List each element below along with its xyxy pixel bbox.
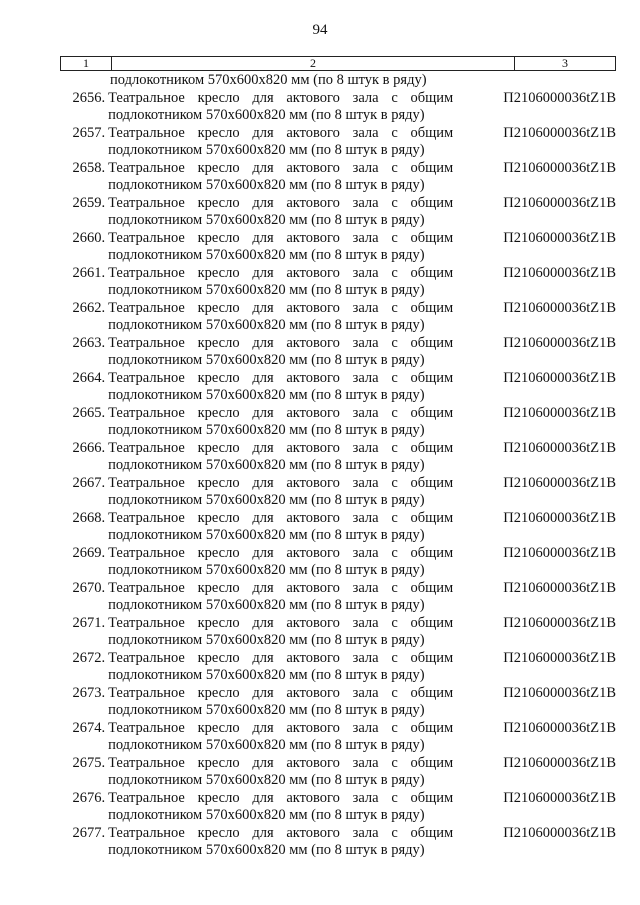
- row-number: 2661.: [72, 264, 106, 281]
- description-line-2: подлокотником 570х600х820 мм (по 8 штук в ряду): [108, 807, 425, 823]
- description-line-1: Театральное кресло для актового зала с общим: [108, 124, 454, 141]
- row-code: П2106000036tZ1B: [503, 124, 616, 141]
- description-line-2: подлокотником 570х600х820 мм (по 8 штук в ряду): [108, 422, 425, 438]
- table-row: [60, 685, 616, 720]
- row-description: [108, 265, 453, 300]
- description-line-1: Театральное кресло для актового зала с общим: [108, 159, 454, 176]
- row-number: 2676.: [72, 789, 106, 806]
- column-header-3: 3: [562, 56, 568, 70]
- row-number: 2669.: [72, 544, 106, 561]
- table-row: [60, 370, 616, 405]
- description-line-2: подлокотником 570х600х820 мм (по 8 штук в ряду): [108, 212, 425, 228]
- description-line-1: Театральное кресло для актового зала с общим: [108, 544, 454, 561]
- row-number: 2664.: [72, 369, 106, 386]
- row-code: П2106000036tZ1B: [503, 264, 616, 281]
- row-code: П2106000036tZ1B: [503, 824, 616, 841]
- description-line-1: Театральное кресло для актового зала с общим: [108, 649, 454, 666]
- row-number: 2675.: [72, 754, 106, 771]
- row-code: П2106000036tZ1B: [503, 404, 616, 421]
- row-code: П2106000036tZ1B: [503, 614, 616, 631]
- description-line-2: подлокотником 570х600х820 мм (по 8 штук в ряду): [108, 772, 425, 788]
- row-number: 2673.: [72, 684, 106, 701]
- continued-description: подлокотником 570х600х820 мм (по 8 штук в ряду): [110, 72, 427, 88]
- description-line-1: Театральное кресло для актового зала с общим: [108, 509, 454, 526]
- row-description: [108, 545, 453, 580]
- description-line-1: Театральное кресло для актового зала с общим: [108, 614, 454, 631]
- description-line-1: Театральное кресло для актового зала с общим: [108, 369, 454, 386]
- description-line-2: подлокотником 570х600х820 мм (по 8 штук в ряду): [108, 632, 425, 648]
- description-line-2: подлокотником 570х600х820 мм (по 8 штук в ряду): [108, 177, 425, 193]
- description-line-1: Театральное кресло для актового зала с общим: [108, 299, 454, 316]
- row-number: 2672.: [72, 649, 106, 666]
- row-number: 2663.: [72, 334, 106, 351]
- description-line-1: Театральное кресло для актового зала с общим: [108, 404, 454, 421]
- description-line-1: Театральное кресло для актового зала с общим: [108, 754, 454, 771]
- row-number: 2660.: [72, 229, 106, 246]
- description-line-2: подлокотником 570х600х820 мм (по 8 штук в ряду): [108, 597, 425, 613]
- row-description: [108, 370, 453, 405]
- table-row: [60, 650, 616, 685]
- description-line-1: Театральное кресло для актового зала с общим: [108, 684, 454, 701]
- description-line-1: Театральное кресло для актового зала с общим: [108, 264, 454, 281]
- table-row: [60, 790, 616, 825]
- description-line-1: Театральное кресло для актового зала с общим: [108, 334, 454, 351]
- description-line-2: подлокотником 570х600х820 мм (по 8 штук в ряду): [108, 457, 425, 473]
- description-line-1: Театральное кресло для актового зала с общим: [108, 824, 454, 841]
- description-line-2: подлокотником 570х600х820 мм (по 8 штук в ряду): [108, 142, 425, 158]
- row-description: [108, 510, 453, 545]
- description-line-1: Театральное кресло для актового зала с общим: [108, 474, 454, 491]
- row-number: 2657.: [72, 124, 106, 141]
- row-number: 2668.: [72, 509, 106, 526]
- table-row: [60, 160, 616, 195]
- row-description: [108, 790, 453, 825]
- description-line-1: Театральное кресло для актового зала с общим: [108, 789, 454, 806]
- row-description: [108, 300, 453, 335]
- description-line-1: Театральное кресло для актового зала с общим: [108, 579, 454, 596]
- row-description: [108, 755, 453, 790]
- description-line-2: подлокотником 570х600х820 мм (по 8 штук в ряду): [108, 492, 425, 508]
- row-number: 2677.: [72, 824, 106, 841]
- column-header-2: 2: [112, 57, 515, 70]
- row-code: П2106000036tZ1B: [503, 719, 616, 736]
- row-code: П2106000036tZ1B: [503, 194, 616, 211]
- row-description: [108, 650, 453, 685]
- description-line-1: Театральное кресло для актового зала с общим: [108, 439, 454, 456]
- table-row: [60, 265, 616, 300]
- row-description: [108, 475, 453, 510]
- row-description: [108, 230, 453, 265]
- table-row: [60, 615, 616, 650]
- row-code: П2106000036tZ1B: [503, 159, 616, 176]
- row-code: П2106000036tZ1B: [503, 789, 616, 806]
- row-code: П2106000036tZ1B: [503, 439, 616, 456]
- row-description: [108, 615, 453, 650]
- row-code: П2106000036tZ1B: [503, 229, 616, 246]
- row-description: [108, 720, 453, 755]
- description-line-2: подлокотником 570х600х820 мм (по 8 штук в ряду): [108, 737, 425, 753]
- row-description: [108, 440, 453, 475]
- row-code: П2106000036tZ1B: [503, 754, 616, 771]
- description-line-2: подлокотником 570х600х820 мм (по 8 штук в ряду): [108, 387, 425, 403]
- row-description: [108, 580, 453, 615]
- row-number: 2656.: [72, 89, 106, 106]
- table-row: [60, 405, 616, 440]
- row-number: 2674.: [72, 719, 106, 736]
- row-number: 2666.: [72, 439, 106, 456]
- row-description: [108, 125, 453, 160]
- description-line-2: подлокотником 570х600х820 мм (по 8 штук в ряду): [108, 562, 425, 578]
- table-row: [60, 90, 616, 125]
- table-body: [60, 72, 616, 860]
- description-line-2: подлокотником 570х600х820 мм (по 8 штук в ряду): [108, 107, 425, 123]
- row-description: [108, 160, 453, 195]
- row-description: [108, 90, 453, 125]
- description-line-2: подлокотником 570х600х820 мм (по 8 штук в ряду): [108, 317, 425, 333]
- row-description: [108, 685, 453, 720]
- row-code: П2106000036tZ1B: [503, 299, 616, 316]
- description-line-2: подлокотником 570х600х820 мм (по 8 штук в ряду): [108, 842, 425, 858]
- table-row: [60, 580, 616, 615]
- table-row: [60, 300, 616, 335]
- row-number: 2665.: [72, 404, 106, 421]
- row-code: П2106000036tZ1B: [503, 474, 616, 491]
- description-line-2: подлокотником 570х600х820 мм (по 8 штук в ряду): [108, 352, 425, 368]
- row-code: П2106000036tZ1B: [503, 89, 616, 106]
- row-code: П2106000036tZ1B: [503, 509, 616, 526]
- table-row: [60, 545, 616, 580]
- table-row: [60, 230, 616, 265]
- table-row: [60, 825, 616, 860]
- row-code: П2106000036tZ1B: [503, 544, 616, 561]
- table-row: [60, 510, 616, 545]
- row-code: П2106000036tZ1B: [503, 369, 616, 386]
- row-description: [108, 405, 453, 440]
- row-number: 2659.: [72, 194, 106, 211]
- description-line-2: подлокотником 570х600х820 мм (по 8 штук в ряду): [108, 667, 425, 683]
- table-row: [60, 440, 616, 475]
- description-line-2: подлокотником 570х600х820 мм (по 8 штук в ряду): [108, 282, 425, 298]
- row-description: [108, 195, 453, 230]
- description-line-1: Театральное кресло для актового зала с общим: [108, 719, 454, 736]
- row-code: П2106000036tZ1B: [503, 334, 616, 351]
- table-row: [60, 755, 616, 790]
- row-number: 2658.: [72, 159, 106, 176]
- row-code: П2106000036tZ1B: [503, 579, 616, 596]
- continued-row: [60, 72, 616, 90]
- row-number: 2667.: [72, 474, 106, 491]
- table-row: [60, 475, 616, 510]
- column-header-1: 1: [61, 57, 112, 70]
- row-description: [108, 335, 453, 370]
- page-number: 94: [312, 22, 328, 38]
- table-row: [60, 195, 616, 230]
- row-number: 2671.: [72, 614, 106, 631]
- description-line-1: Театральное кресло для актового зала с общим: [108, 194, 454, 211]
- table-row: [60, 125, 616, 160]
- description-line-2: подлокотником 570х600х820 мм (по 8 штук в ряду): [108, 527, 425, 543]
- description-line-2: подлокотником 570х600х820 мм (по 8 штук в ряду): [108, 247, 425, 263]
- table-header: [60, 56, 616, 71]
- description-line-2: подлокотником 570х600х820 мм (по 8 штук в ряду): [108, 702, 425, 718]
- description-line-1: Театральное кресло для актового зала с общим: [108, 89, 454, 106]
- table-row: [60, 335, 616, 370]
- row-description: [108, 825, 453, 860]
- table-row: [60, 720, 616, 755]
- row-code: П2106000036tZ1B: [503, 649, 616, 666]
- row-number: 2670.: [72, 579, 106, 596]
- row-number: 2662.: [72, 299, 106, 316]
- description-line-1: Театральное кресло для актового зала с общим: [108, 229, 454, 246]
- row-code: П2106000036tZ1B: [503, 684, 616, 701]
